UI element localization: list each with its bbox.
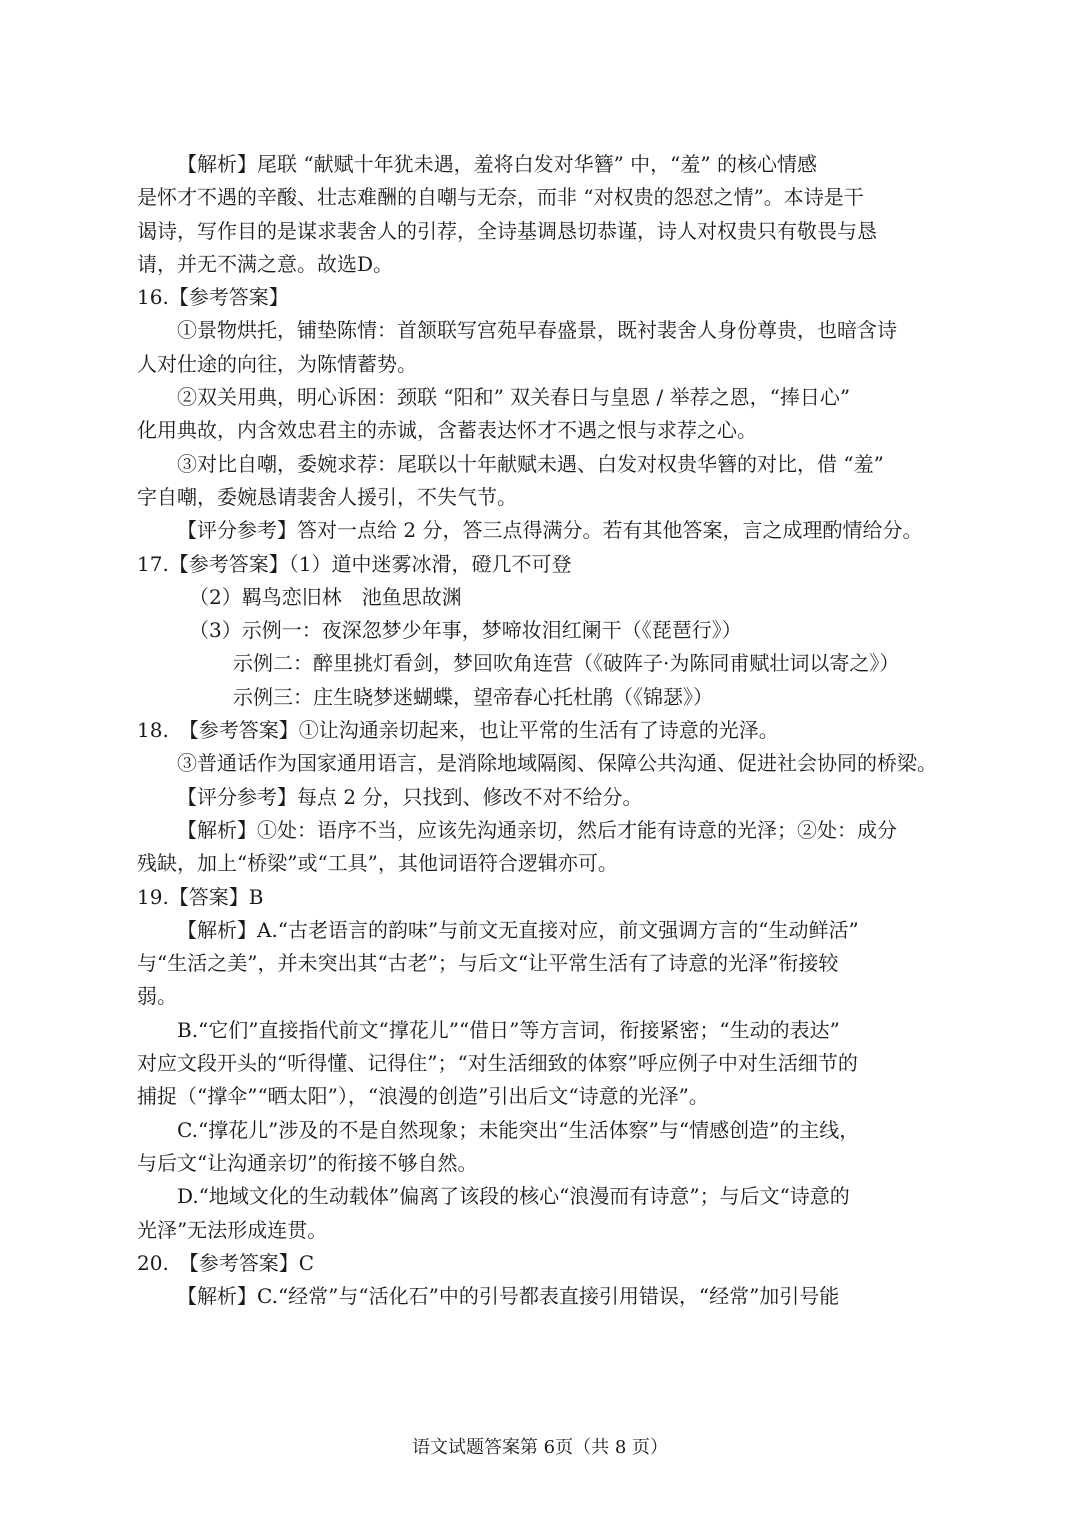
text-line: 光泽”无法形成连贯。 bbox=[137, 1217, 328, 1242]
text-line: 20. 【参考答案】C bbox=[137, 1250, 315, 1275]
text-line: C.“撑花儿”涉及的不是自然现象；未能突出“生活体察”与“情感创造”的主线， bbox=[177, 1117, 860, 1142]
text-line: 化用典故，内含效忠君主的赤诚，含蓄表达怀才不遇之恨与求荐之心。 bbox=[137, 418, 757, 443]
text-line: （3）示例一：夜深忽梦少年事，梦啼妆泪红阑干（《琵琶行》） bbox=[189, 618, 742, 643]
text-line: 【评分参考】每点 2 分，只找到、修改不对不给分。 bbox=[177, 784, 643, 809]
text-line: 【评分参考】答对一点给 2 分，答三点得满分。若有其他答案，言之成理酌情给分。 bbox=[177, 518, 923, 543]
page-footer: 语文试题答案第 6页（共 8 页） bbox=[411, 1437, 669, 1458]
answer-content bbox=[137, 148, 947, 1313]
text-line: 16.【参考答案】 bbox=[137, 285, 289, 310]
text-line: 是怀才不遇的辛酸、壮志难酬的自嘲与无奈，而非 “对权贵的怨怼之情”。本诗是干 bbox=[137, 185, 864, 210]
text-line: 【解析】①处：语序不当，应该先沟通亲切，然后才能有诗意的光泽；②处：成分 bbox=[177, 817, 897, 842]
text-line: 17.【参考答案】（1）道中迷雾冰滑，磴几不可登 bbox=[137, 551, 572, 576]
text-line: D.“地域文化的生动载体”偏离了该段的核心“浪漫而有诗意”；与后文“诗意的 bbox=[177, 1184, 850, 1209]
text-line: B.“它们”直接指代前文“撑花儿”“借日”等方言词，衔接紧密；“生动的表达” bbox=[177, 1017, 840, 1042]
text-line: 示例二：醉里挑灯看剑，梦回吹角连营（《破阵子·为陈同甫赋壮词以寄之》） bbox=[233, 651, 900, 676]
text-line: 与后文“让沟通亲切”的衔接不够自然。 bbox=[137, 1150, 478, 1175]
text-line: ③普通话作为国家通用语言，是消除地域隔阂、保障公共沟通、促进社会协同的桥梁。 bbox=[177, 751, 937, 776]
text-line: 【解析】C.“经常”与“活化石”中的引号都表直接引用错误，“经常”加引号能 bbox=[177, 1284, 840, 1309]
text-line: 请，并无不满之意。故选D。 bbox=[137, 251, 394, 276]
text-line: 字自嘲，委婉恳请裴舍人援引，不失气节。 bbox=[137, 484, 517, 509]
text-line: 谒诗，写作目的是谋求裴舍人的引荐，全诗基调恳切恭谨，诗人对权贵只有敬畏与恳 bbox=[137, 218, 877, 243]
text-line: 人对仕途的向往，为陈情蓄势。 bbox=[137, 351, 417, 376]
text-line: 捕捉（“撑伞”“晒太阳”），“浪漫的创造”引出后文“诗意的光泽”。 bbox=[137, 1084, 709, 1109]
text-line: 示例三：庄生晓梦迷蝴蝶，望帝春心托杜鹃（《锦瑟》） bbox=[233, 684, 713, 709]
text-line: 与“生活之美”，并未突出其“古老”；与后文“让平常生活有了诗意的光泽”衔接较 bbox=[137, 951, 839, 976]
text-line: ②双关用典，明心诉困：颈联 “阳和” 双关春日与皇恩 / 举荐之恩，“捧日心” bbox=[177, 385, 851, 410]
text-line: 对应文段开头的“听得懂、记得住”；“对生活细致的体察”呼应例子中对生活细节的 bbox=[137, 1051, 858, 1076]
text-line: 【解析】尾联 “献赋十年犹未遇，羞将白发对华簪” 中，“羞” 的核心情感 bbox=[177, 152, 817, 176]
text-line: 【解析】A.“古老语言的韵味”与前文无直接对应，前文强调方言的“生动鲜活” bbox=[177, 917, 859, 942]
text-line: 18. 【参考答案】①让沟通亲切起来，也让平常的生活有了诗意的光泽。 bbox=[137, 718, 779, 743]
text-line: ③对比自嘲，委婉求荐：尾联以十年献赋未遇、白发对权贵华簪的对比，借 “羞” bbox=[177, 451, 884, 476]
text-line: ①景物烘托，铺垫陈情：首颔联写宫苑早春盛景，既衬裴舍人身份尊贵，也暗含诗 bbox=[177, 318, 897, 343]
text-line: 残缺，加上“桥梁”或“工具”，其他词语符合逻辑亦可。 bbox=[137, 851, 618, 876]
text-line: 弱。 bbox=[137, 984, 177, 1009]
text-line: 19.【答案】B bbox=[137, 884, 264, 909]
text-line: （2）羁鸟恋旧林 池鱼思故渊 bbox=[189, 584, 462, 609]
